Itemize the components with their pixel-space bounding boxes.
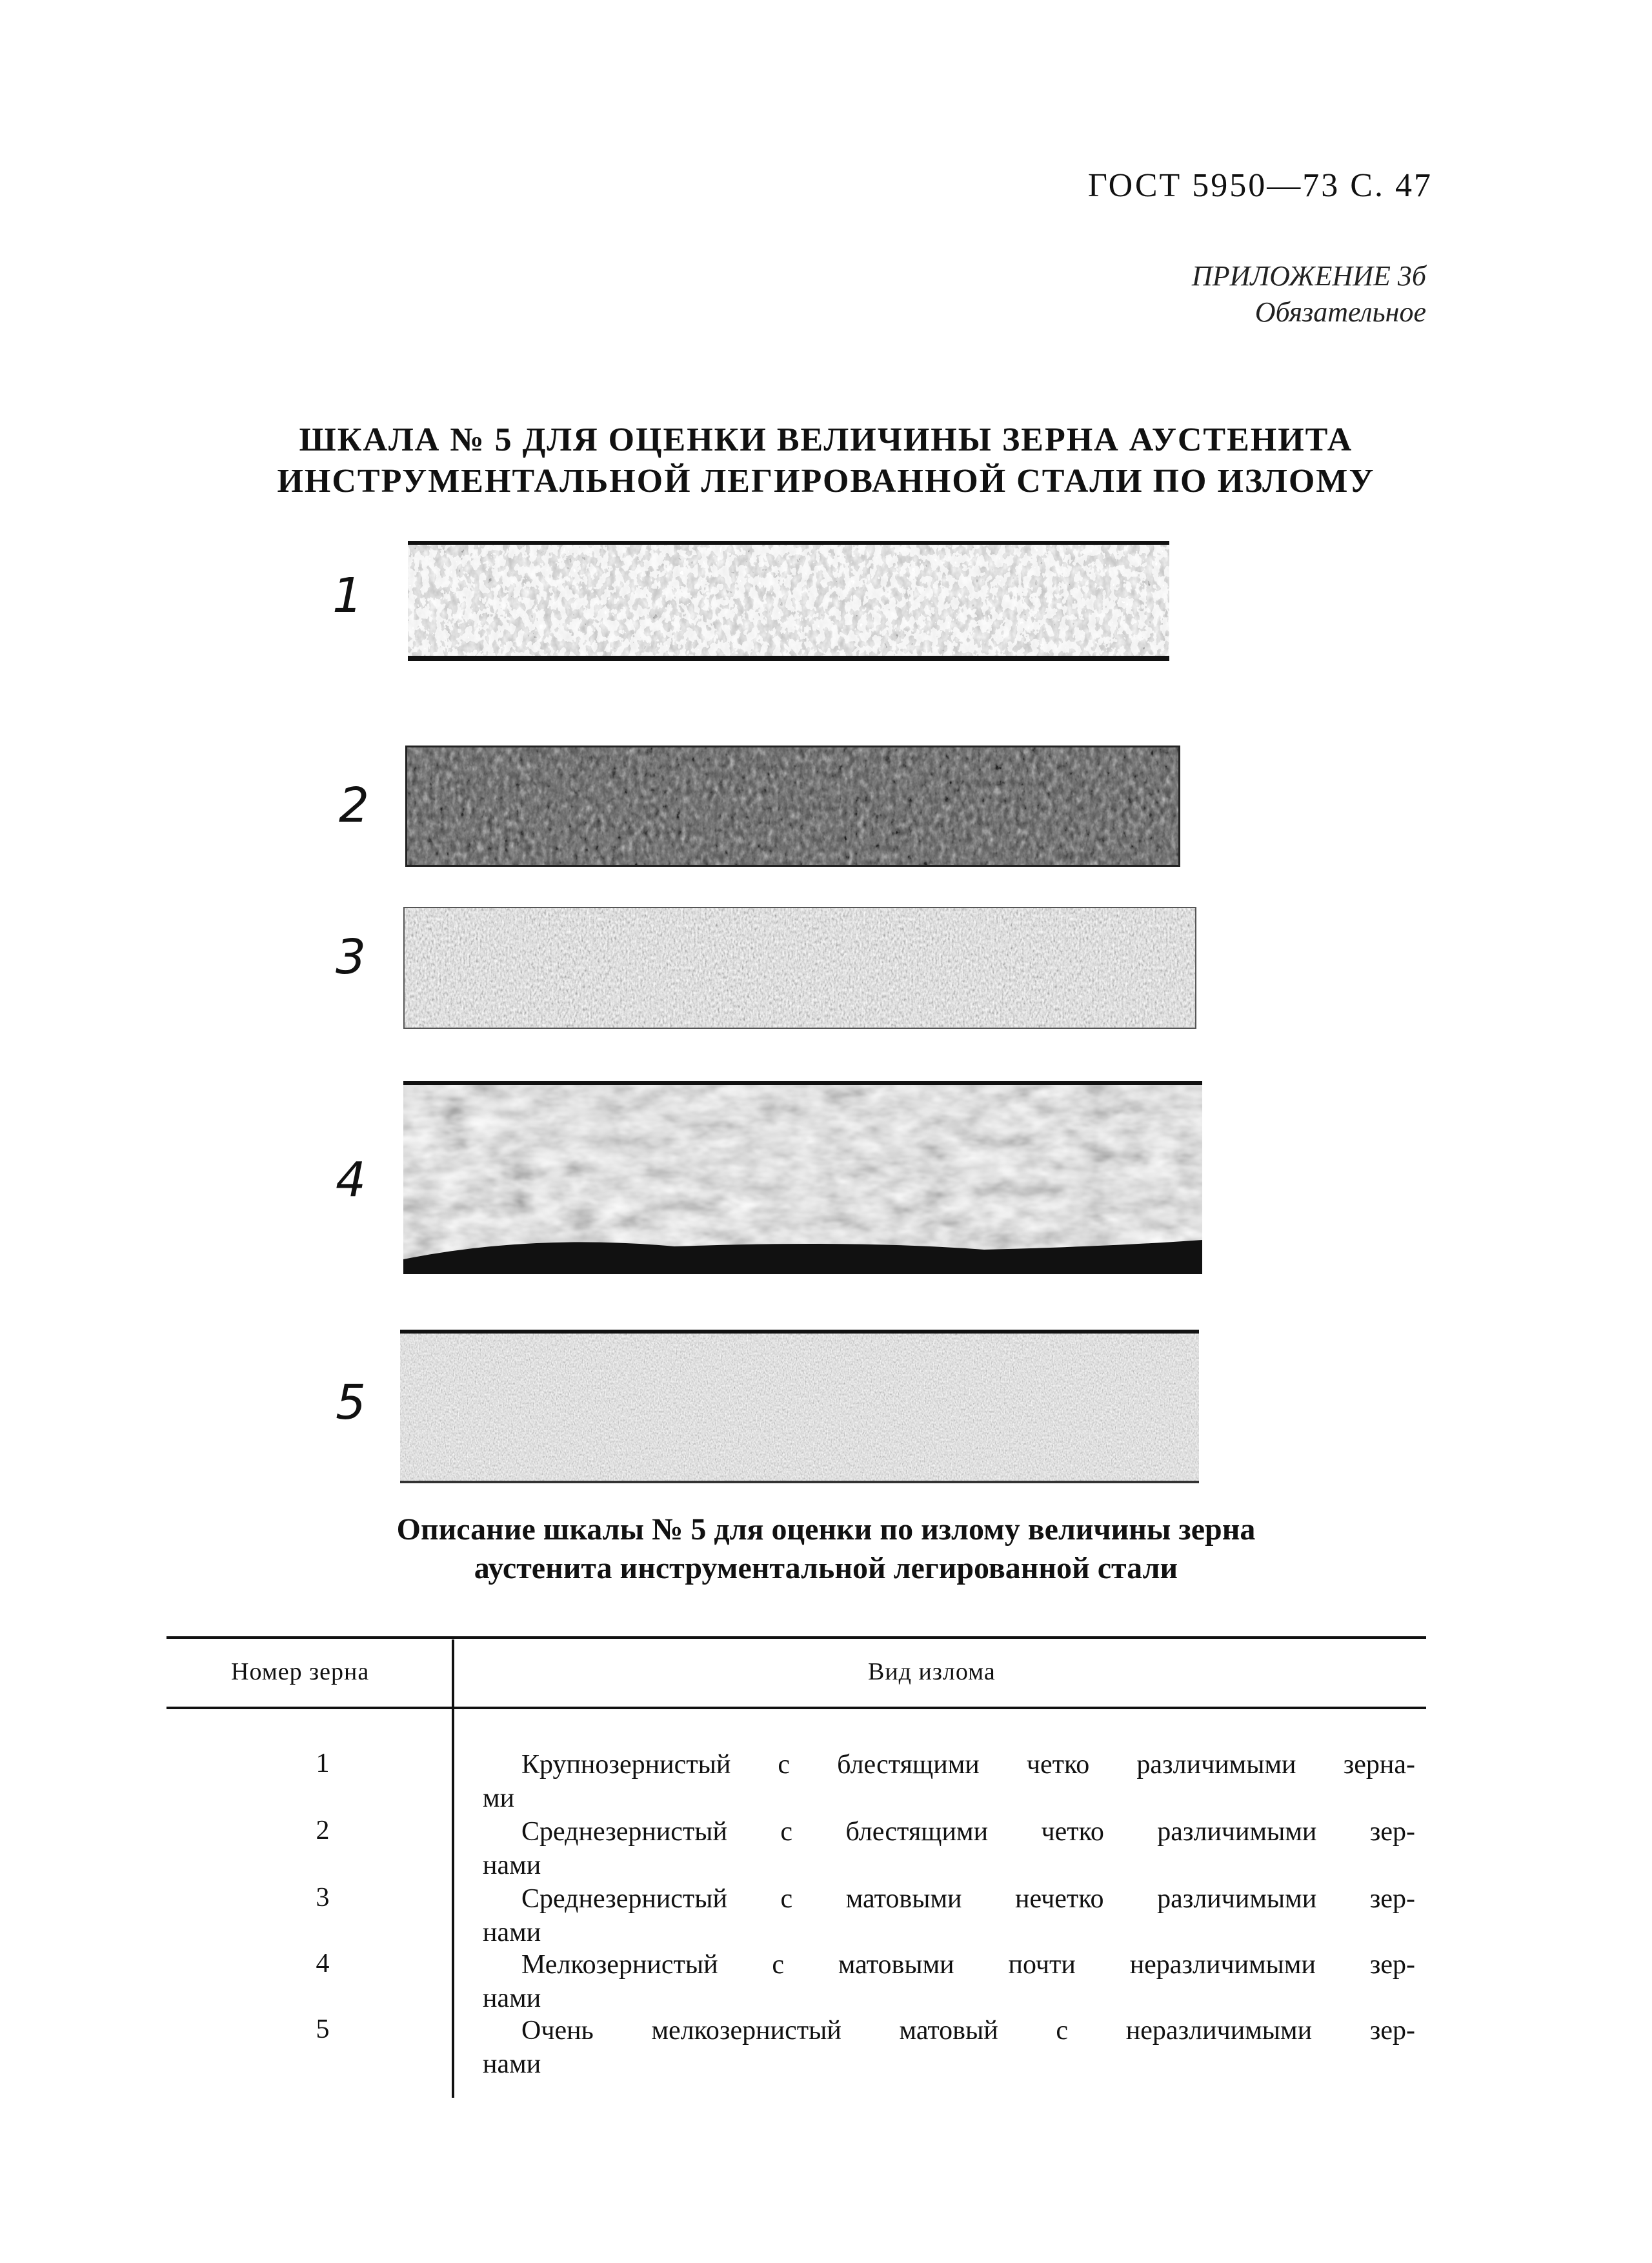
row-description-text: Крупнозернистый с блестящими четко различимыми зерна- — [521, 1750, 1415, 1780]
fracture-sample-1 — [408, 541, 1169, 661]
row-description — [483, 1748, 1415, 1815]
title-line-2: ИНСТРУМЕНТАЛЬНОЙ ЛЕГИРОВАННОЙ СТАЛИ ПО ИЗЛОМУ — [277, 463, 1375, 500]
row-description-text: Среднезернистый с матовыми нечетко различимыми зер- — [521, 1884, 1415, 1914]
row-description-text: Очень мелкозернистый матовый с неразличимыми зер- — [521, 2016, 1415, 2045]
row-description — [483, 1815, 1415, 1882]
table-header-rule — [166, 1707, 1426, 1709]
row-description-tail: нами — [483, 1851, 541, 1880]
row-description-text: Мелкозернистый с матовыми почти неразличимыми зер- — [521, 1950, 1415, 1980]
sample-label-3: 3 — [336, 929, 367, 985]
appendix-block — [1192, 258, 1426, 330]
title-line-1: ШКАЛА № 5 ДЛЯ ОЦЕНКИ ВЕЛИЧИНЫ ЗЕРНА АУСТЕНИТА — [299, 421, 1353, 458]
page-title — [0, 420, 1652, 502]
row-number: 2 — [316, 1816, 330, 1845]
sample-label-1: 1 — [332, 568, 363, 624]
table-caption — [0, 1510, 1652, 1588]
row-number: 5 — [316, 2014, 330, 2044]
column-header-number: Номер зерна — [231, 1658, 370, 1685]
table-top-rule — [166, 1636, 1426, 1639]
caption-line-2: аустенита инструментальной легированной стали — [474, 1551, 1178, 1585]
row-description — [483, 2014, 1415, 2081]
document-reference: ГОСТ 5950—73 С. 47 — [1087, 167, 1433, 204]
sample-label-4: 4 — [336, 1152, 367, 1208]
appendix-title: ПРИЛОЖЕНИЕ 3б — [1191, 260, 1426, 292]
row-description-tail: нами — [483, 1984, 541, 2013]
row-number: 4 — [316, 1949, 330, 1978]
row-description-text: Среднезернистый с блестящими четко различимыми зер- — [521, 1817, 1415, 1847]
appendix-status: Обязательное — [1254, 296, 1426, 328]
row-description-tail: ми — [483, 1783, 515, 1813]
fracture-sample-5 — [400, 1330, 1199, 1483]
row-description — [483, 1882, 1415, 1949]
row-description-tail: нами — [483, 1918, 541, 1947]
row-description-tail: нами — [483, 2049, 541, 2079]
fracture-sample-2 — [405, 746, 1180, 867]
fracture-sample-3 — [403, 907, 1196, 1029]
fracture-sample-4 — [403, 1081, 1202, 1274]
column-header-fracture: Вид излома — [868, 1658, 996, 1685]
row-number: 1 — [316, 1749, 330, 1778]
sample-label-5: 5 — [336, 1375, 367, 1430]
table-column-divider — [452, 1639, 454, 2098]
sample-label-2: 2 — [339, 778, 370, 833]
caption-line-1: Описание шкалы № 5 для оценки по излому величины зерна — [396, 1512, 1256, 1547]
row-description — [483, 1948, 1415, 2015]
row-number: 3 — [316, 1883, 330, 1913]
